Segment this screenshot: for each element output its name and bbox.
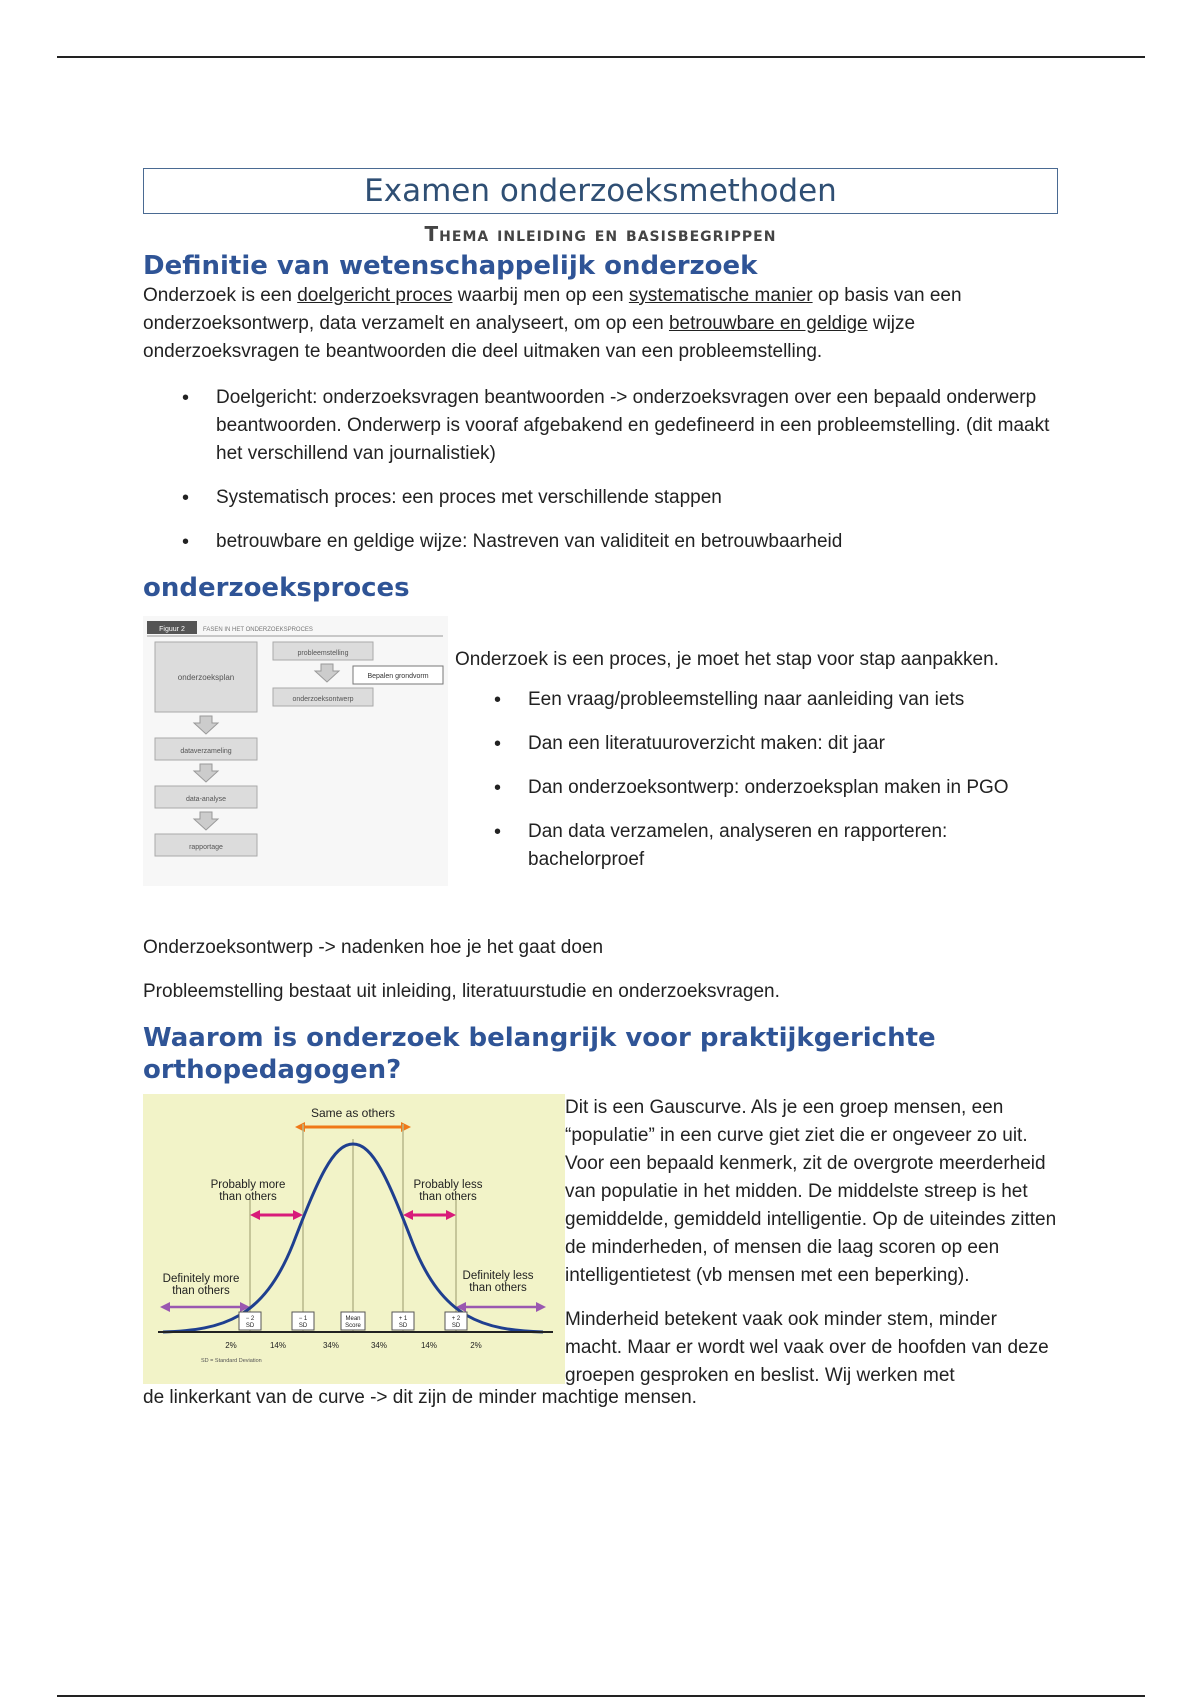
box-label: probleemstelling (297, 650, 349, 657)
gauss-paragraph-1: Dit is een Gauscurve. Als je een groep mensen, een “populatie” in een curve giet ziet die er ongeveer zo uit. Voor een bepaald kenmerk, zit de overgrote meerderheid van populatie in het midden. De middelste streep is het gemiddelde, gemiddeld intelligentie. Op de uiteindes zitten de minderheden, of mensen die laag scoren op een intelligentietest (vb mensen met een beperking). (565, 1097, 1057, 1286)
pct-label: 2% (225, 1341, 237, 1350)
underlined-term: doelgericht proces (297, 285, 453, 306)
onderzoeksproces-bullets (528, 686, 1055, 874)
document-subtitle: Thema inleiding en basisbegrippen (424, 222, 777, 246)
box-probleemstelling (273, 642, 373, 660)
label-probably-less-1: Probably less (413, 1179, 483, 1191)
figure-tag-text: Figuur 2 (159, 626, 185, 633)
label-same-as-others: Same as others (310, 1106, 396, 1120)
pct-label: 34% (322, 1341, 340, 1350)
sd-box-mean (341, 1312, 365, 1330)
sd-box-label: SD (451, 1323, 461, 1329)
section-heading-waarom: Waarom is onderzoek belangrijk voor praktijkgerichte orthopedagogen? (143, 1023, 936, 1085)
box-data-analyse (155, 786, 257, 808)
onderzoeksproces-row (143, 616, 1058, 886)
underlined-term: betrouwbare en geldige (668, 313, 868, 334)
onderzoeksontwerp-paragraph: Onderzoeksontwerp -> nadenken hoe je het gaat doen (143, 937, 604, 958)
list-item: • Dan onderzoeksontwerp: onderzoeksplan maken in PGO (528, 774, 1055, 802)
document-title: Examen onderzoeksmethoden (143, 168, 1058, 214)
pct-label: 34% (370, 1341, 388, 1350)
label-definitely-less-2: than others (469, 1282, 527, 1294)
list-item: • betrouwbare en geldige wijze: Nastreven van validiteit en betrouwbaarheid (216, 528, 1058, 556)
sd-box-minus2 (239, 1312, 261, 1330)
text-run: Onderzoek is een (143, 285, 298, 306)
box-onderzoeksontwerp (273, 688, 373, 706)
sd-box-label: + 2 (451, 1316, 461, 1322)
definition-bullets (216, 384, 1058, 556)
sd-box-plus2 (445, 1312, 467, 1330)
box-bepalen-grondvorm (353, 666, 443, 684)
sd-box-label: Score (345, 1323, 361, 1329)
top-rule (57, 56, 1145, 58)
bottom-rule (57, 1695, 1145, 1697)
gauss-section (143, 1094, 1058, 1489)
sd-box-label: Mean (345, 1316, 361, 1322)
box-label: dataverzameling (180, 748, 232, 755)
list-item: • Dan data verzamelen, analyseren en rapporteren: bachelorproef (528, 818, 998, 874)
box-label: data-analyse (185, 796, 227, 803)
label-probably-less-2: than others (419, 1191, 477, 1203)
label-definitely-more-2: than others (172, 1285, 230, 1297)
label-definitely-less-1: Definitely less (462, 1270, 534, 1282)
list-item: • Een vraag/probleemstelling naar aanleiding van iets (528, 686, 1055, 714)
sd-box-label: − 2 (245, 1316, 255, 1322)
sd-box-label: − 1 (298, 1316, 308, 1322)
sd-box-plus1 (392, 1312, 414, 1330)
probleemstelling-paragraph: Probleemstelling bestaat uit inleiding, literatuurstudie en onderzoeksvragen. (143, 981, 780, 1002)
label-probably-more-2: than others (219, 1191, 277, 1203)
list-item: • Systematisch proces: een proces met verschillende stappen (216, 484, 1058, 512)
text-run: waarbij men op een (452, 285, 629, 306)
pct-label: 14% (420, 1341, 438, 1350)
gauss-curve-figure (143, 1094, 565, 1384)
pct-label: 14% (269, 1341, 287, 1350)
box-dataverzameling (155, 738, 257, 760)
onderzoeksproces-text (455, 646, 1055, 890)
definition-paragraph (143, 282, 1058, 366)
gauss-paragraph-3: de linkerkant van de curve -> dit zijn de minder machtige mensen. (143, 1387, 697, 1408)
underlined-term: systematische manier (628, 285, 813, 306)
gauss-paragraph-2: Minderheid betekent vaak ook minder stem, minder macht. Maar er wordt wel vaak over de hoofden van deze groepen gesproken en beslist. Wij werken met (565, 1309, 1049, 1386)
figure-footnote: SD = Standard Deviation (201, 1358, 262, 1364)
onderzoeksproces-figure (143, 616, 448, 886)
onderzoeksproces-intro: Onderzoek is een proces, je moet het stap voor stap aanpakken. (455, 649, 999, 670)
box-label: rapportage (189, 844, 223, 851)
box-label: onderzoeksplan (177, 673, 235, 682)
box-label: Bepalen grondvorm (367, 673, 429, 680)
box-rapportage (155, 834, 257, 856)
sd-box-minus1 (292, 1312, 314, 1330)
sd-box-label: + 1 (398, 1316, 408, 1322)
box-onderzoeksplan (155, 642, 257, 712)
list-item: • Doelgericht: onderzoeksvragen beantwoorden -> onderzoeksvragen over een bepaald onderwerp beantwoorden. Onderwerp is vooraf afgebakend en gedefineerd in een probleemstelling. (dit maakt het verschillend van journalistiek) (216, 384, 1058, 468)
text-run: wijze onderzoeksvragen te beantwoorden die deel uitmaken van een probleemstelling. (143, 313, 916, 362)
text-run: op basis van een onderzoeksontwerp, data verzamelt en analyseert, om op een (143, 285, 962, 334)
sd-box-label: SD (245, 1323, 255, 1329)
label-definitely-more-1: Definitely more (162, 1273, 240, 1285)
list-item: • Dan een literatuuroverzicht maken: dit jaar (528, 730, 1055, 758)
gauss-text (565, 1094, 1057, 1390)
label-probably-more-1: Probably more (210, 1179, 286, 1191)
figure-background (143, 1094, 565, 1384)
pct-label: 2% (470, 1341, 482, 1350)
section-heading-definitie: Definitie van wetenschappelijk onderzoek (143, 251, 758, 281)
figure-caption: FASEN IN HET ONDERZOEKSPROCES (203, 627, 313, 633)
document-body (143, 168, 1058, 1489)
box-label: onderzoeksontwerp (292, 696, 354, 703)
sd-box-label: SD (298, 1323, 308, 1329)
sd-box-label: SD (398, 1323, 408, 1329)
section-heading-onderzoeksproces: onderzoeksproces (143, 573, 410, 603)
